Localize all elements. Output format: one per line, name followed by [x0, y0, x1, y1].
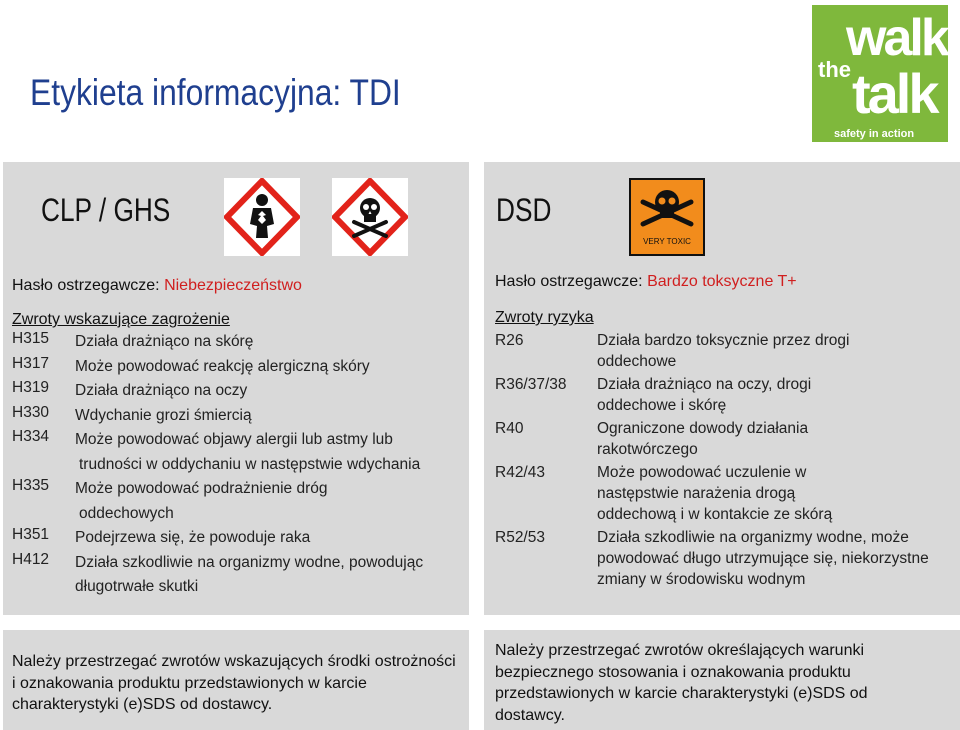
risk-phrases-list — [495, 330, 950, 590]
phrase-code: R42/43 — [495, 464, 545, 481]
dsd-section-label: Zwroty ryzyka — [495, 309, 594, 326]
statement-code: H334 — [12, 428, 50, 445]
statement-text: Działa szkodliwie na organizmy wodne, powodując — [75, 553, 424, 571]
statement-text: Może powodować podrażnienie dróg — [75, 480, 328, 497]
statement-text: Podejrzewa się, że powoduje raka — [75, 529, 311, 546]
phrase-code: R26 — [495, 332, 524, 349]
statement-text: Może powodować reakcję alergiczną skóry — [75, 357, 370, 375]
statement-code: H412 — [12, 550, 50, 568]
phrase-text: Działa szkodliwie na organizmy wodne, może powodować długo utrzymujące się, niekorzystne zmiany w środowisku wodnym — [597, 529, 929, 588]
statement-text: Działa drażniąco na skórę — [75, 333, 254, 350]
dsd-signal-value: Bardzo toksyczne T+ — [647, 273, 797, 290]
statement-text-continued: oddechowych — [79, 504, 174, 522]
statement-code: H315 — [12, 330, 50, 347]
list-item — [12, 526, 467, 551]
phrase-code: R36/37/38 — [495, 376, 567, 393]
clp-signal-value: Niebezpieczeństwo — [164, 277, 302, 294]
dsd-signal-label: Hasło ostrzegawcze: — [495, 273, 648, 290]
clp-signal-word — [12, 277, 302, 295]
clp-heading: CLP / GHS — [41, 192, 171, 228]
logo-word-walk: walk — [846, 9, 947, 67]
phrase-code: R52/53 — [495, 529, 545, 546]
clp-precaution-note — [3, 630, 469, 730]
skull-crossbones-orange-icon — [629, 178, 705, 256]
clp-ghs-panel — [3, 162, 469, 615]
phrase-text: Działa drażniąco na oczy, drogi oddechowe i skórę — [597, 376, 812, 414]
statement-text: Może powodować objawy alergii lub astmy lub — [75, 431, 393, 448]
hazard-statements-list — [12, 330, 467, 600]
phrase-text: Działa bardzo toksycznie przez drogi oddechowe — [597, 332, 850, 370]
statement-text-continued: długotrwałe skutki — [75, 578, 199, 595]
list-item — [495, 330, 862, 372]
dsd-heading: DSD — [496, 192, 552, 228]
dsd-signal-word — [495, 273, 797, 291]
statement-code: H319 — [12, 379, 50, 396]
logo-word-the: the — [818, 57, 851, 82]
statement-text-continued: trudności w oddychaniu w następstwie wdychania — [79, 455, 421, 473]
list-item — [12, 477, 467, 526]
statement-code: H335 — [12, 477, 50, 494]
list-item — [495, 462, 842, 525]
phrase-text: Ograniczone dowody działania rakotwórczego — [597, 420, 809, 458]
pictogram-caption: VERY TOXIC — [643, 237, 691, 246]
list-item — [12, 355, 467, 380]
statement-code: H330 — [12, 403, 50, 421]
logo-word-talk: talk — [852, 62, 937, 125]
list-item — [495, 374, 842, 416]
phrase-code: R40 — [495, 420, 524, 437]
list-item — [12, 404, 467, 429]
statement-code: H317 — [12, 354, 50, 372]
walk-the-talk-logo — [812, 5, 948, 142]
health-hazard-icon — [224, 178, 300, 256]
clp-signal-label: Hasło ostrzegawcze: — [12, 277, 165, 294]
skull-crossbones-icon — [332, 178, 408, 256]
dsd-safety-note — [484, 630, 960, 730]
list-item — [12, 428, 467, 477]
list-item — [12, 330, 467, 355]
phrase-text: Może powodować uczulenie w następstwie narażenia drogą oddechową i w kontakcie ze skórą — [597, 464, 833, 523]
statement-text: Działa drażniąco na oczy — [75, 382, 248, 399]
logo-tagline: safety in action — [834, 128, 915, 140]
list-item — [12, 551, 467, 600]
dsd-panel — [484, 162, 960, 615]
list-item — [495, 418, 842, 460]
statement-text: Wdychanie grozi śmiercią — [75, 406, 252, 424]
dsd-note-text: Należy przestrzegać zwrotów określających warunki bezpiecznego stosowania i oznakowania produktu przedstawionych w karcie charakterystyki (e)SDS od dostawcy. — [495, 642, 868, 724]
statement-code: H351 — [12, 526, 50, 543]
page-title: Etykieta informacyjna: TDI — [30, 72, 401, 113]
clp-section-label: Zwroty wskazujące zagrożenie — [12, 311, 230, 328]
list-item — [12, 379, 467, 404]
clp-note-text: Należy przestrzegać zwrotów wskazujących środki ostrożności i oznakowania produktu przedstawionych w karcie charakterystyki (e)SDS od dostawcy. — [12, 653, 456, 713]
list-item — [495, 527, 947, 590]
